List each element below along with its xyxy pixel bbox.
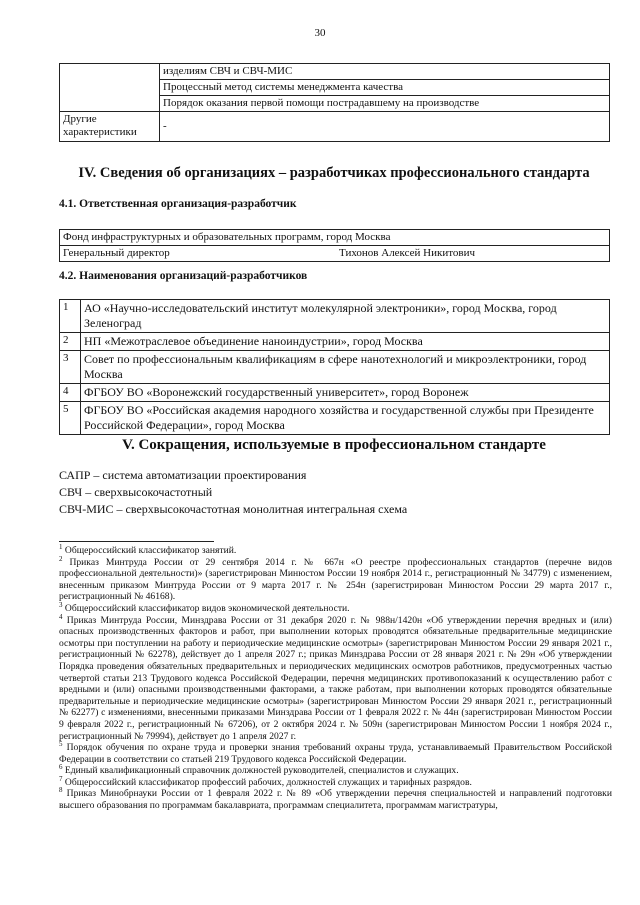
footnote-marker: 7 xyxy=(59,774,63,783)
table-row xyxy=(60,300,610,333)
table-cell: Порядок оказания первой помощи пострадавшему на производстве xyxy=(160,96,610,112)
table-row xyxy=(60,333,610,351)
section-4-2-title: 4.2. Наименования организаций-разработчиков xyxy=(59,270,308,282)
footnote-text: Приказ Минобрнауки России от 1 февраля 2022 г. № 89 «Об утверждении перечня специальностей и направлений подготовки высшего образования по программам бакалавриата, программам специалитета, программам магистратуры, xyxy=(59,788,612,812)
table-cell: Процессный метод системы менеджмента качества xyxy=(160,80,610,96)
footnote-text: Общероссийский классификатор видов экономической деятельности. xyxy=(64,602,350,614)
footnote-marker: 5 xyxy=(59,739,63,748)
other-characteristics-table xyxy=(59,63,610,142)
footnote-marker: 1 xyxy=(59,542,63,551)
developer-name: ФГБОУ ВО «Воронежский государственный университет», город Воронеж xyxy=(81,384,610,402)
abbreviation-item: САПР – система автоматизации проектирования xyxy=(59,468,307,482)
developer-name: Совет по профессиональным квалификациям в сфере нанотехнологий и микроэлектроники, город Москва xyxy=(81,351,610,384)
footnotes xyxy=(59,542,612,812)
footnote-marker: 8 xyxy=(59,786,63,795)
footnote-item xyxy=(59,774,612,789)
table-row xyxy=(60,384,610,402)
footnote-item xyxy=(59,739,612,765)
developer-name: НП «Межотраслевое объединение наноиндустрии», город Москва xyxy=(81,333,610,351)
director-position: Генеральный директор xyxy=(60,246,337,262)
footnote-separator xyxy=(59,541,214,542)
abbreviations-list xyxy=(59,467,407,518)
footnote-marker: 4 xyxy=(59,612,63,621)
footnote-marker: 2 xyxy=(59,554,63,563)
row-number: 2 xyxy=(60,333,81,351)
table-row xyxy=(60,112,610,142)
other-characteristics-value: - xyxy=(160,112,610,142)
table-row xyxy=(60,402,610,435)
section-5-title: V. Сокращения, используемые в профессиональном стандарте xyxy=(122,437,546,453)
abbreviation-item: СВЧ – сверхвысокочастотный xyxy=(59,485,213,499)
footnote-text: Порядок обучения по охране труда и проверки знания требований охраны труда, устанавливаемый Правительством Российской Федерации в соответствии со статьей 219 Трудового кодекса Российской Федерации. xyxy=(59,742,612,765)
footnote-marker: 3 xyxy=(59,600,63,609)
abbreviation-item: СВЧ-МИС – сверхвысокочастотная монолитная интегральная схема xyxy=(59,502,408,516)
section-4-1-title: 4.1. Ответственная организация-разработчик xyxy=(59,198,297,210)
director-name: Тихонов Алексей Никитович xyxy=(336,246,610,262)
row-number: 5 xyxy=(60,402,81,435)
row-number: 4 xyxy=(60,384,81,402)
footnote-item xyxy=(59,542,612,557)
footnote-item xyxy=(59,788,612,811)
responsible-org-table xyxy=(59,229,610,262)
footnote-text: Единый квалификационный справочник должностей руководителей, специалистов и служащих. xyxy=(64,765,459,777)
footnote-item xyxy=(59,554,612,603)
other-characteristics-label: Другие характеристики xyxy=(60,112,160,142)
section-4-title: IV. Сведения об организациях – разработчиках профессионального стандарта xyxy=(78,165,590,181)
footnote-item xyxy=(59,600,612,615)
footnote-text: Общероссийский классификатор занятий. xyxy=(64,545,237,556)
table-cell: изделиям СВЧ и СВЧ-МИС xyxy=(160,64,610,80)
footnote-marker: 6 xyxy=(59,763,63,772)
table-row xyxy=(60,230,610,246)
footnote-text: Приказ Минтруда России, Минздрава России от 31 декабря 2020 г. № 988н/1420н «Об утверждении перечня вредных и (или) опасных производственных факторов и работ, при выполнении которых проводятся обязательные предварительные медицинские осмотры при поступлении на работу и периодические медицинские осмотры» (зарегистрирован Минюстом России 29 января 2021 г., регистрационный № 62278), действует до 1 апреля 2027 г.; приказ Минздрава России от 28 января 2021 г. № 29н «Об утверждении Порядка проведения обязательных предварительных и периодических медицинских осмотров работников, предусмотренных частью четвертой статьи 213 Трудового кодекса Российской Федерации, перечня медицинских противопоказаний к осуществлению работ с вредными и (или) опасными производственными факторами, а также работам, при выполнении которых проводятся обязательные предварительные и периодические медицинские осмотры» (зарегистрирован Минюстом России 29 января 2021 г., регистрационный № 62277) с изменениями, внесенными приказами Минздрава России от 1 февраля 2022 г. № 44н (зарегистрирован Минюстом России 9 февраля 2022 г., регистрационный № 67206), от 2 октября 2024 г. № 509н (зарегистрирован Минюстом России 1 ноября 2024 г., регистрационный № 79994), действует до 1 апреля 2027 г. xyxy=(59,614,612,742)
footnote-text: Общероссийский классификатор профессий рабочих, должностей служащих и тарифных разрядов. xyxy=(64,776,472,788)
developer-name: АО «Научно-исследовательский институт молекулярной электроники», город Москва, город Зеленоград xyxy=(81,300,610,333)
table-cell-empty xyxy=(60,64,160,112)
footnote-item xyxy=(59,612,612,743)
footnote-text: Приказ Минтруда России от 29 сентября 2014 г. № 667н «О реестре профессиональных стандартов (перечне видов профессиональной деятельности)» (зарегистрирован Минюстом России 19 ноября 2014 г., регистрационный № 34779) с изменением, внесенным приказом Минтруда России от 9 марта 2017 г. № 254н (зарегистрирован Минюстом России 29 марта 2017 г., регистрационный № 46168). xyxy=(59,556,612,603)
row-number: 3 xyxy=(60,351,81,384)
table-row xyxy=(60,64,610,80)
developers-table xyxy=(59,299,610,435)
table-row xyxy=(60,351,610,384)
table-row xyxy=(60,246,610,262)
page-number: 30 xyxy=(314,27,326,39)
row-number: 1 xyxy=(60,300,81,333)
developer-name: ФГБОУ ВО «Российская академия народного хозяйства и государственной службы при Президенте Российской Федерации», город Москва xyxy=(81,402,610,435)
footnote-item xyxy=(59,765,612,777)
responsible-org-name: Фонд инфраструктурных и образовательных программ, город Москва xyxy=(60,230,610,246)
